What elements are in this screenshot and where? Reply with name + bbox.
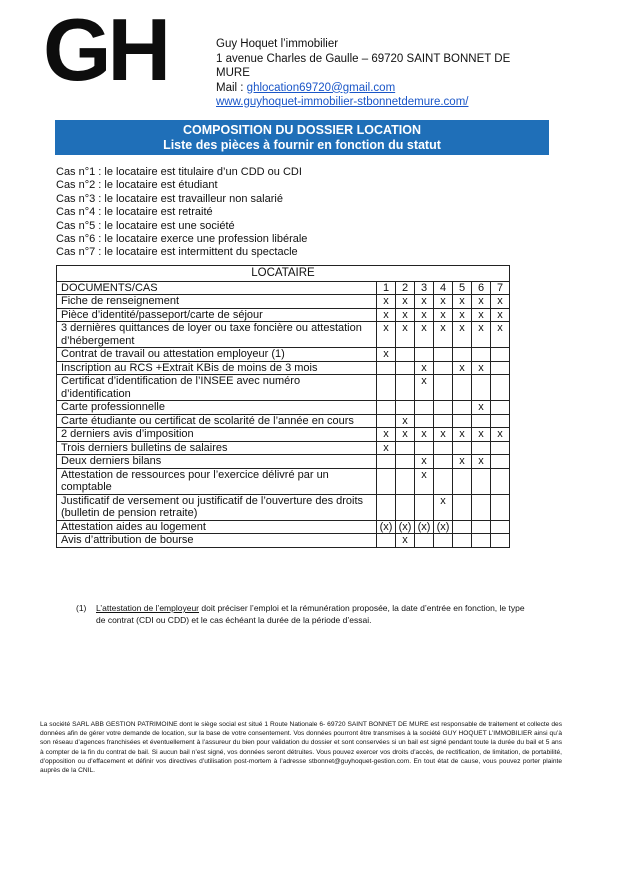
case-mark: x [453,322,472,348]
case-mark: x [396,414,415,428]
case-mark [434,534,453,548]
agency-address: 1 avenue Charles de Gaulle – 69720 SAINT BONNET DE MURE [216,52,511,79]
case-mark: x [377,428,396,442]
case-mark [491,401,510,415]
case-mark [491,520,510,534]
case-mark: x [377,348,396,362]
document-name: Attestation aides au logement [57,520,377,534]
table-row [57,308,510,322]
case-mark [434,468,453,494]
case-mark: (x) [415,520,434,534]
case-mark [396,348,415,362]
case-mark [415,534,434,548]
document-name: Carte étudiante ou certificat de scolarité de l’année en cours [57,414,377,428]
document-name: Attestation de ressources pour l’exercice délivré par un comptable [57,468,377,494]
case-mark: x [472,361,491,375]
case-mark [491,361,510,375]
case-mark: x [434,295,453,309]
document-name: Avis d’attribution de bourse [57,534,377,548]
case-mark: x [453,308,472,322]
case-number-header: 6 [472,281,491,295]
case-mark [396,375,415,401]
case-mark [472,534,491,548]
table-row [57,494,510,520]
case-mark: x [377,308,396,322]
header-label: DOCUMENTS/CAS [57,281,377,295]
case-mark: x [472,401,491,415]
footnote-number: (1) [76,603,87,613]
case-mark [396,468,415,494]
case-item: Cas n°5 : le locataire est une société [56,219,235,232]
footnote [76,602,536,626]
case-mark [377,361,396,375]
case-mark [415,414,434,428]
case-mark [453,375,472,401]
case-mark [491,348,510,362]
case-mark [396,401,415,415]
title-banner [55,120,549,155]
case-mark: x [396,322,415,348]
document-name: Justificatif de versement ou justificatif de l’ouverture des droits (bulletin de pension retraite) [57,494,377,520]
case-mark: x [472,455,491,469]
table-header-row [57,281,510,295]
table-row [57,468,510,494]
case-mark: (x) [434,520,453,534]
banner-title: COMPOSITION DU DOSSIER LOCATION [183,123,421,137]
case-mark [396,494,415,520]
case-mark [453,414,472,428]
case-mark [377,375,396,401]
agency-mail [216,81,536,96]
case-mark [472,468,491,494]
case-mark [434,361,453,375]
case-number-header: 5 [453,281,472,295]
case-mark: x [434,322,453,348]
table-row [57,361,510,375]
case-mark [453,534,472,548]
case-number-header: 1 [377,281,396,295]
case-mark: x [396,534,415,548]
table-row [57,414,510,428]
document-name: 2 derniers avis d’imposition [57,428,377,442]
table-row [57,455,510,469]
table-title: LOCATAIRE [57,266,510,282]
case-mark [434,375,453,401]
case-mark: x [415,308,434,322]
case-mark: x [453,428,472,442]
case-number-header: 4 [434,281,453,295]
case-mark [377,494,396,520]
case-mark [491,414,510,428]
case-mark [472,441,491,455]
case-item: Cas n°3 : le locataire est travailleur non salarié [56,192,283,205]
document-name: Deux derniers bilans [57,455,377,469]
document-name: Certificat d’identification de l’INSEE avec numéro d’identification [57,375,377,401]
case-mark [434,455,453,469]
table-row [57,401,510,415]
case-mark [415,348,434,362]
case-item: Cas n°4 : le locataire est retraité [56,206,213,219]
case-mark [434,348,453,362]
case-mark [415,401,434,415]
case-mark [491,468,510,494]
case-mark: x [415,375,434,401]
case-mark [472,348,491,362]
website-link[interactable]: www.guyhoquet-immobilier-stbonnetdemure.com/ [216,96,469,108]
case-mark [377,414,396,428]
agency-info [216,37,536,110]
case-mark: x [377,441,396,455]
case-mark [491,455,510,469]
document-name: Pièce d’identité/passeport/carte de séjour [57,308,377,322]
mail-label: Mail : [216,81,247,94]
document-name: Trois derniers bulletins de salaires [57,441,377,455]
case-mark: x [453,361,472,375]
case-mark [415,494,434,520]
case-mark [377,455,396,469]
case-mark: (x) [377,520,396,534]
case-mark [434,414,453,428]
case-mark [472,494,491,520]
case-item: Cas n°1 : le locataire est titulaire d’un CDD ou CDI [56,166,302,178]
case-mark: x [415,295,434,309]
case-mark [453,468,472,494]
case-mark: x [491,295,510,309]
agency-name: Guy Hoquet l’immobilier [216,38,339,50]
case-item: Cas n°6 : le locataire exerce une profession libérale [56,233,308,246]
case-mark [491,534,510,548]
legal-notice: La société SARL ABB GESTION PATRIMOINE dont le siège social est situé 1 Route Nationale 6- 69720 SAINT BONNET DE MURE est responsable de traitement et collecte des données afin de gérer votre demande de location, sur la base de votre consentement. Vos données pourront être transmises à la société GUY HOQUET L’IMMOBILIER ainsi qu’à son réseau d’agences franchisées et éventuellement à l’assureur du bien pour validation du dossier et sont conservées si un bail est signé pendant toute la durée du bail et 5 ans à compter de la fin du contrat de bail. Si aucun bail n’est signé, vos données seront détruites. Vous pouvez exercer vos droits d’accès, de rectification, de limitation, de portabilité, d’opposition ou d’effacement et définir vos directives d’utilisation post-mortem à l’adresse stbonnet@guyhoquet-gestion.com. En tout état de cause, vous pouvez porter plainte auprès de la CNIL. [40,721,562,775]
case-mark [377,468,396,494]
case-mark: x [472,322,491,348]
case-mark [396,455,415,469]
table-row [57,428,510,442]
case-mark: x [396,428,415,442]
case-item: Cas n°2 : le locataire est étudiant [56,179,218,192]
case-mark: x [396,308,415,322]
case-mark [453,494,472,520]
case-mark [377,534,396,548]
case-number-header: 3 [415,281,434,295]
case-mark: x [472,308,491,322]
case-mark: x [434,308,453,322]
case-mark: x [434,428,453,442]
case-mark [453,348,472,362]
case-mark: x [491,322,510,348]
case-mark: x [491,308,510,322]
table-row [57,348,510,362]
case-mark: (x) [396,520,415,534]
case-mark: x [434,494,453,520]
case-mark: x [415,455,434,469]
case-mark: x [472,295,491,309]
case-mark [396,441,415,455]
case-mark [434,441,453,455]
footnote-text: doit préciser l’emploi et la rémunération proposée, la date d’entrée en fonction, le type de contrat (CDI ou CDD) et le cas échéant la durée de la période d’essai. [96,603,525,625]
document-name: 3 dernières quittances de loyer ou taxe foncière ou attestation d’hébergement [57,322,377,348]
document-name: Fiche de renseignement [57,295,377,309]
documents-table [56,265,510,548]
case-mark [453,441,472,455]
case-mark [472,414,491,428]
case-mark: x [415,468,434,494]
case-mark: x [377,295,396,309]
case-mark [377,401,396,415]
case-mark [453,520,472,534]
case-mark [434,401,453,415]
case-mark: x [453,295,472,309]
case-mark [453,401,472,415]
case-mark: x [396,295,415,309]
case-mark: x [415,361,434,375]
case-mark: x [491,428,510,442]
table-row [57,375,510,401]
case-mark: x [377,322,396,348]
case-mark [491,375,510,401]
logo-text: GH [43,14,167,84]
case-mark: x [415,428,434,442]
gh-logo [43,14,177,84]
banner-subtitle: Liste des pièces à fournir en fonction du statut [163,138,441,152]
case-mark [472,375,491,401]
table-row [57,534,510,548]
case-mark [472,520,491,534]
case-mark [491,441,510,455]
document-name: Contrat de travail ou attestation employeur (1) [57,348,377,362]
table-row [57,520,510,534]
document-name: Carte professionnelle [57,401,377,415]
case-number-header: 7 [491,281,510,295]
table-row [57,322,510,348]
case-mark: x [415,322,434,348]
table-row [57,441,510,455]
document-name: Inscription au RCS +Extrait KBis de moins de 3 mois [57,361,377,375]
footnote-underlined: L’attestation de l’employeur [96,603,200,613]
case-list [56,166,307,260]
case-mark: x [472,428,491,442]
case-number-header: 2 [396,281,415,295]
case-mark [415,441,434,455]
case-mark [491,494,510,520]
case-mark [396,361,415,375]
case-mark: x [453,455,472,469]
case-item: Cas n°7 : le locataire est intermittent du spectacle [56,246,298,259]
mail-link[interactable]: ghlocation69720@gmail.com [246,81,396,94]
table-row [57,295,510,309]
